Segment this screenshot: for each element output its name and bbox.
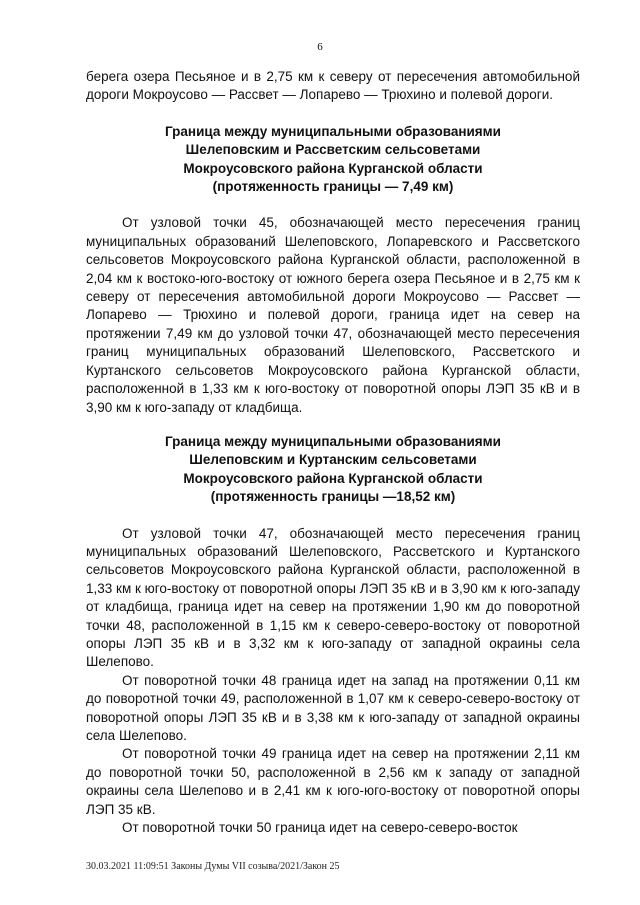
heading-line: Шелеповским и Куртанским сельсоветами [189,452,477,468]
heading-line: (протяженность границы —18,52 км) [210,489,456,505]
heading-line: Шелеповским и Рассветским сельсоветами [185,142,481,158]
heading-line: Мокроусовского района Курганской области [183,470,483,486]
heading-line: (протяженность границы — 7,49 км) [212,179,454,195]
paragraph: От поворотной точки 49 граница идет на север на протяжении 2,11 км до поворотной точки 50, расположенной в 2,56 км к западу от западной окраины села Шелепово и в 2,41 км к юго-юго-востоку от поворотной опоры ЛЭП 35 кВ. [86,746,580,817]
document-body [86,68,580,837]
section-heading-shelepovsky-rassvetsky [86,123,580,197]
paragraph: От узловой точки 45, обозначающей место пересечения границ муниципальных образований Шелеповского, Лопаревского и Рассветского сельсоветов Мокроусовского района Курганской области, расположенной в 2,04 км к востоко-юго-востоку от южного берега озера Песьяное и в 2,75 км к северу от пересечения автомобильной дороги Мокроусово — Рассвет — Лопарево — Трюхино и полевой дороги, граница идет на север на протяжении 7,49 км до узловой точки 47, обозначающей место пересечения границ муниципальных образований Шелеповского, Рассветского и Куртанского сельсоветов Мокроусовского района Курганской области, расположенной в 1,33 км к юго-востоку от поворотной опоры ЛЭП 35 кВ и в 3,90 км к юго-западу от кладбища. [86,215,580,415]
page-number: 6 [317,41,323,53]
heading-line: Граница между муниципальными образованиями [165,433,501,449]
paragraph: От поворотной точки 48 граница идет на запад на протяжении 0,11 км до поворотной точки 49, расположенной в 1,07 км к северо-северо-востоку от поворотной опоры ЛЭП 35 кВ и в 3,38 км к юго-западу от западной окраины села Шелепово. [86,672,580,743]
section-heading-shelepovsky-kurtansky [86,433,580,507]
document-footer: 30.03.2021 11:09:51 Законы Думы VII созыва/2021/Закон 25 [86,861,340,872]
heading-line: Мокроусовского района Курганской области [183,160,483,176]
paragraph: От узловой точки 47, обозначающей место пересечения границ муниципальных образований Шелеповского, Рассветского и Куртанского сельсоветов Мокроусовского района Курганской области, расположенной в 1,33 км к юго-востоку от поворотной опоры ЛЭП 35 кВ и в 3,90 км к юго-западу от кладбища, граница идет на север на протяжении 1,90 км до поворотной точки 48, расположенной в 1,15 км к северо-северо-востоку от поворотной опоры ЛЭП 35 кВ и в 3,32 км к юго-западу от западной окраины села Шелепово. [86,525,580,670]
paragraph-continuation: берега озера Песьяное и в 2,75 км к северу от пересечения автомобильной дороги Мокроусово — Рассвет — Лопарево — Трюхино и полевой дороги. [86,69,580,103]
paragraph: От поворотной точки 50 граница идет на северо-северо-восток [122,820,518,836]
heading-line: Граница между муниципальными образованиями [165,123,501,139]
